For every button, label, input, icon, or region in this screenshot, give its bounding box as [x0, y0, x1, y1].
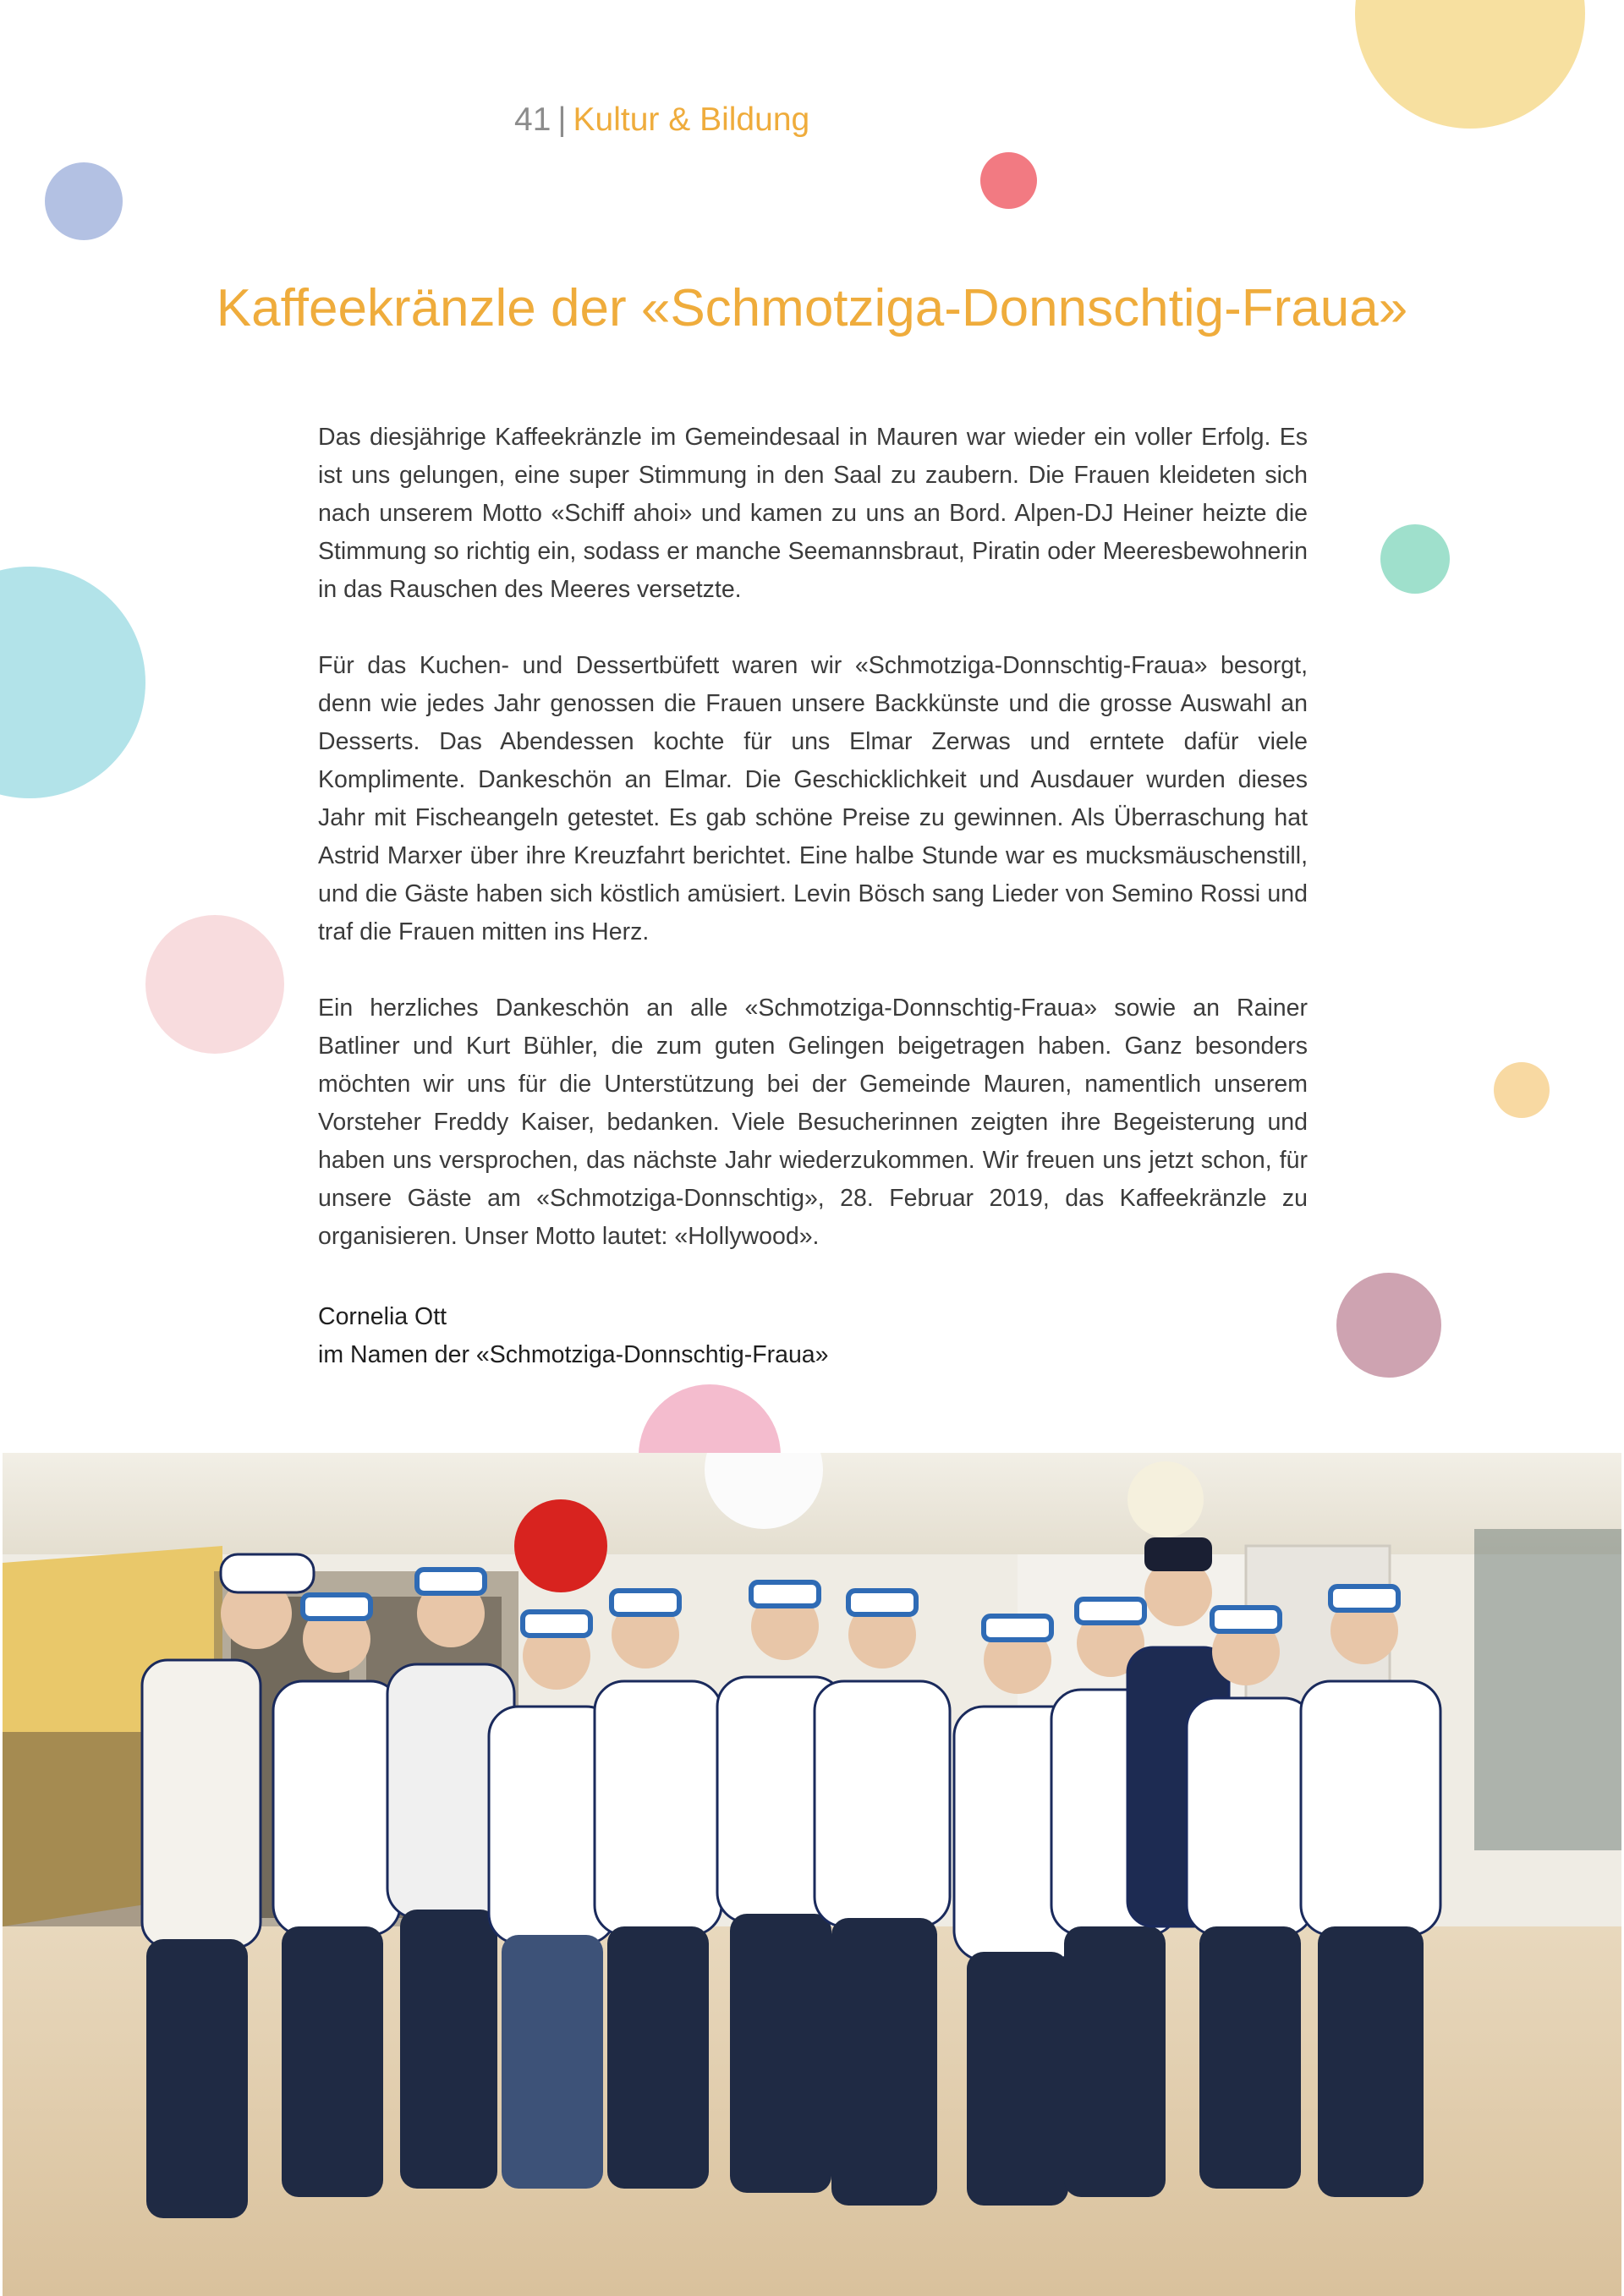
- decor-dot-blue: [45, 162, 123, 240]
- article-body: [318, 419, 1308, 1294]
- section-title: Kultur & Bildung: [573, 101, 810, 138]
- page-header: [514, 95, 809, 145]
- decor-dot-mint: [1380, 524, 1450, 594]
- page-number: 41: [514, 101, 551, 138]
- decor-dot-mauve: [1336, 1273, 1441, 1378]
- author-affiliation: im Namen der «Schmotziga-Donnschtig-Fraua»: [318, 1341, 829, 1368]
- signature: [318, 1298, 829, 1374]
- decor-dot-yellow-large: [1355, 0, 1585, 129]
- author-name: Cornelia Ott: [318, 1303, 447, 1330]
- header-separator: |: [557, 101, 567, 138]
- group-photo-illustration: [3, 1453, 1621, 2296]
- group-photo: [3, 1453, 1621, 2296]
- decor-dot-orange-small: [1494, 1062, 1550, 1118]
- decor-dot-pink-light: [145, 915, 284, 1054]
- decor-dot-red: [980, 152, 1037, 209]
- paragraph-2: Für das Kuchen- und Dessertbüfett waren wir «Schmotziga-Donnschtig-Fraua» besorgt, denn wie jedes Jahr genossen die Frauen unsere Backkünste und die grosse Auswahl an Desserts. Das Abendessen kochte für uns Elmar Zerwas und erntete dafür viele Komplimente. Dankeschön an Elmar. Die Geschicklichkeit und Ausdauer wurden dieses Jahr mit Fischeangeln getestet. Es gab schöne Preise zu gewinnen. Als Überraschung hat Astrid Marxer über ihre Kreuzfahrt berichtet. Eine halbe Stunde war es mucksmäuschenstill, und die Gäste haben sich köstlich amüsiert. Levin Bösch sang Lieder von Semino Rossi und traf die Frauen mitten ins Herz.: [318, 652, 1308, 945]
- decor-dot-cyan-large: [0, 567, 145, 798]
- paragraph-1: Das diesjährige Kaffeekränzle im Gemeindesaal in Mauren war wieder ein voller Erfolg. Es ist uns gelungen, eine super Stimmung in den Saal zu zaubern. Die Frauen kleideten sich nach unserem Motto «Schiff ahoi» und kamen zu uns an Bord. Alpen-DJ Heiner heizte die Stimmung so richtig ein, sodass er manche Seemannsbraut, Piratin oder Meeresbewohnerin in das Rauschen des Meeres versetzte.: [318, 424, 1308, 603]
- paragraph-3: Ein herzliches Dankeschön an alle «Schmotziga-Donnschtig-Fraua» sowie an Rainer Batliner und Kurt Bühler, die zum guten Gelingen beigetragen haben. Ganz besonders möchten wir uns für die Unterstützung bei der Gemeinde Mauren, namentlich unserem Vorsteher Freddy Kaiser, bedanken. Viele Besucherinnen zeigten ihre Begeisterung und haben uns versprochen, das nächste Jahr wiederzukommen. Wir freuen uns jetzt schon, für unsere Gäste am «Schmotziga-Donnschtig», 28. Februar 2019, das Kaffeekränzle zu organisieren. Unser Motto lautet: «Hollywood».: [318, 995, 1308, 1250]
- article-title: Kaffeekränzle der «Schmotziga-Donnschtig-Fraua»: [216, 279, 1408, 337]
